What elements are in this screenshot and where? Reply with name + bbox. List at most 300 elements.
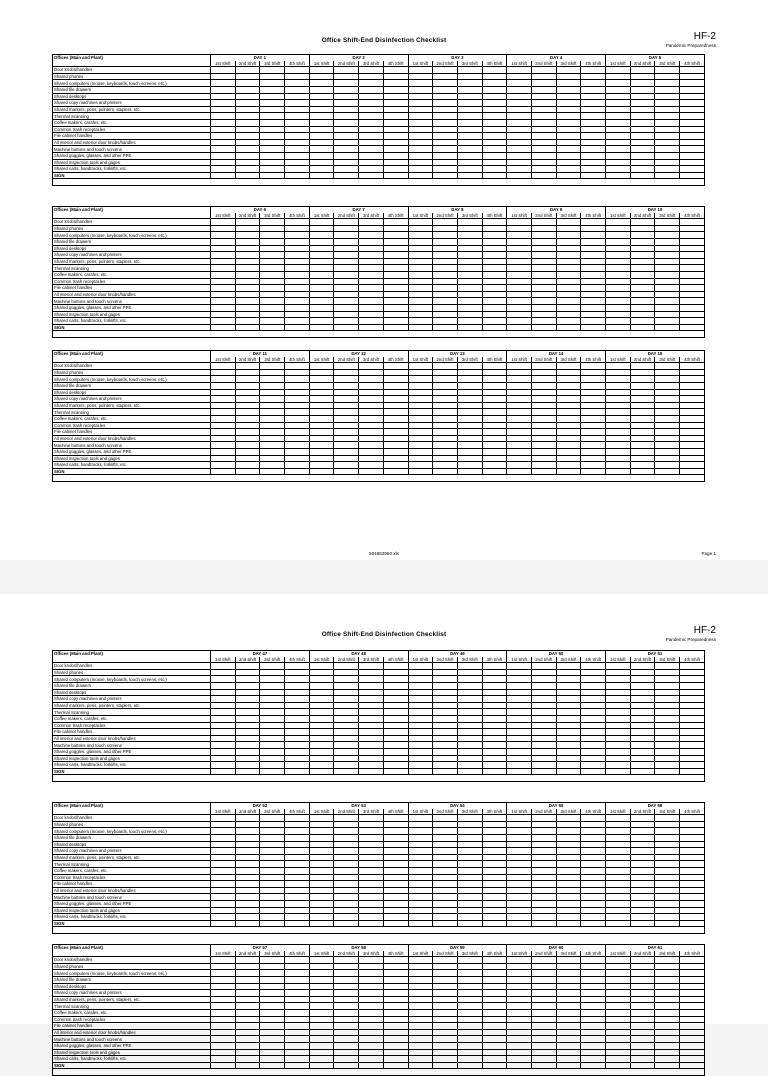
checkbox-cell[interactable] bbox=[235, 369, 260, 376]
checkbox-cell[interactable] bbox=[334, 715, 359, 722]
checkbox-cell[interactable] bbox=[235, 252, 260, 259]
checkbox-cell[interactable] bbox=[630, 768, 655, 775]
checkbox-cell[interactable] bbox=[556, 106, 581, 113]
checkbox-cell[interactable] bbox=[581, 382, 606, 389]
checkbox-cell[interactable] bbox=[309, 73, 334, 80]
checkbox-cell[interactable] bbox=[285, 252, 310, 259]
checkbox-cell[interactable] bbox=[630, 172, 655, 179]
checkbox-cell[interactable] bbox=[556, 298, 581, 305]
checkbox-cell[interactable] bbox=[334, 422, 359, 429]
checkbox-cell[interactable] bbox=[408, 80, 433, 87]
checkbox-cell[interactable] bbox=[285, 881, 310, 888]
checkbox-cell[interactable] bbox=[630, 271, 655, 278]
checkbox-cell[interactable] bbox=[408, 86, 433, 93]
checkbox-cell[interactable] bbox=[507, 1036, 532, 1043]
checkbox-cell[interactable] bbox=[655, 676, 680, 683]
checkbox-cell[interactable] bbox=[581, 815, 606, 822]
checkbox-cell[interactable] bbox=[235, 696, 260, 703]
checkbox-cell[interactable] bbox=[556, 907, 581, 914]
checkbox-cell[interactable] bbox=[655, 113, 680, 120]
checkbox-cell[interactable] bbox=[309, 298, 334, 305]
checkbox-cell[interactable] bbox=[680, 252, 705, 259]
checkbox-cell[interactable] bbox=[457, 86, 482, 93]
checkbox-cell[interactable] bbox=[655, 996, 680, 1003]
checkbox-cell[interactable] bbox=[655, 1003, 680, 1010]
checkbox-cell[interactable] bbox=[482, 702, 507, 709]
checkbox-cell[interactable] bbox=[581, 363, 606, 370]
checkbox-cell[interactable] bbox=[235, 1029, 260, 1036]
checkbox-cell[interactable] bbox=[655, 748, 680, 755]
checkbox-cell[interactable] bbox=[211, 402, 236, 409]
checkbox-cell[interactable] bbox=[581, 304, 606, 311]
checkbox-cell[interactable] bbox=[457, 735, 482, 742]
checkbox-cell[interactable] bbox=[457, 271, 482, 278]
checkbox-cell[interactable] bbox=[260, 887, 285, 894]
checkbox-cell[interactable] bbox=[581, 702, 606, 709]
checkbox-cell[interactable] bbox=[581, 914, 606, 921]
checkbox-cell[interactable] bbox=[433, 80, 458, 87]
checkbox-cell[interactable] bbox=[507, 669, 532, 676]
checkbox-cell[interactable] bbox=[285, 73, 310, 80]
checkbox-cell[interactable] bbox=[359, 304, 384, 311]
checkbox-cell[interactable] bbox=[680, 139, 705, 146]
checkbox-cell[interactable] bbox=[680, 957, 705, 964]
checkbox-cell[interactable] bbox=[482, 729, 507, 736]
checkbox-cell[interactable] bbox=[433, 291, 458, 298]
checkbox-cell[interactable] bbox=[285, 429, 310, 436]
checkbox-cell[interactable] bbox=[680, 715, 705, 722]
checkbox-cell[interactable] bbox=[606, 389, 631, 396]
checkbox-cell[interactable] bbox=[606, 983, 631, 990]
checkbox-cell[interactable] bbox=[606, 722, 631, 729]
checkbox-cell[interactable] bbox=[630, 762, 655, 769]
checkbox-cell[interactable] bbox=[630, 455, 655, 462]
checkbox-cell[interactable] bbox=[433, 735, 458, 742]
checkbox-cell[interactable] bbox=[457, 448, 482, 455]
checkbox-cell[interactable] bbox=[457, 1062, 482, 1069]
checkbox-cell[interactable] bbox=[556, 126, 581, 133]
checkbox-cell[interactable] bbox=[408, 755, 433, 762]
checkbox-cell[interactable] bbox=[334, 920, 359, 927]
checkbox-cell[interactable] bbox=[235, 448, 260, 455]
checkbox-cell[interactable] bbox=[507, 80, 532, 87]
checkbox-cell[interactable] bbox=[383, 113, 408, 120]
checkbox-cell[interactable] bbox=[309, 369, 334, 376]
checkbox-cell[interactable] bbox=[359, 363, 384, 370]
checkbox-cell[interactable] bbox=[285, 907, 310, 914]
checkbox-cell[interactable] bbox=[507, 402, 532, 409]
checkbox-cell[interactable] bbox=[285, 369, 310, 376]
checkbox-cell[interactable] bbox=[211, 258, 236, 265]
checkbox-cell[interactable] bbox=[235, 389, 260, 396]
checkbox-cell[interactable] bbox=[655, 881, 680, 888]
checkbox-cell[interactable] bbox=[655, 252, 680, 259]
checkbox-cell[interactable] bbox=[457, 126, 482, 133]
checkbox-cell[interactable] bbox=[531, 80, 556, 87]
checkbox-cell[interactable] bbox=[235, 382, 260, 389]
checkbox-cell[interactable] bbox=[383, 742, 408, 749]
checkbox-cell[interactable] bbox=[680, 73, 705, 80]
checkbox-cell[interactable] bbox=[680, 382, 705, 389]
checkbox-cell[interactable] bbox=[531, 709, 556, 716]
checkbox-cell[interactable] bbox=[507, 435, 532, 442]
checkbox-cell[interactable] bbox=[556, 258, 581, 265]
checkbox-cell[interactable] bbox=[334, 106, 359, 113]
checkbox-cell[interactable] bbox=[680, 172, 705, 179]
checkbox-cell[interactable] bbox=[680, 976, 705, 983]
checkbox-cell[interactable] bbox=[433, 363, 458, 370]
checkbox-cell[interactable] bbox=[383, 887, 408, 894]
checkbox-cell[interactable] bbox=[655, 682, 680, 689]
checkbox-cell[interactable] bbox=[482, 73, 507, 80]
checkbox-cell[interactable] bbox=[482, 669, 507, 676]
checkbox-cell[interactable] bbox=[680, 232, 705, 239]
checkbox-cell[interactable] bbox=[482, 1016, 507, 1023]
checkbox-cell[interactable] bbox=[507, 291, 532, 298]
checkbox-cell[interactable] bbox=[531, 396, 556, 403]
checkbox-cell[interactable] bbox=[408, 396, 433, 403]
checkbox-cell[interactable] bbox=[260, 238, 285, 245]
checkbox-cell[interactable] bbox=[507, 1016, 532, 1023]
checkbox-cell[interactable] bbox=[630, 742, 655, 749]
checkbox-cell[interactable] bbox=[655, 1036, 680, 1043]
checkbox-cell[interactable] bbox=[235, 920, 260, 927]
checkbox-cell[interactable] bbox=[285, 133, 310, 140]
checkbox-cell[interactable] bbox=[433, 963, 458, 970]
checkbox-cell[interactable] bbox=[334, 682, 359, 689]
checkbox-cell[interactable] bbox=[606, 907, 631, 914]
checkbox-cell[interactable] bbox=[285, 755, 310, 762]
checkbox-cell[interactable] bbox=[482, 93, 507, 100]
checkbox-cell[interactable] bbox=[408, 996, 433, 1003]
checkbox-cell[interactable] bbox=[482, 914, 507, 921]
checkbox-cell[interactable] bbox=[383, 258, 408, 265]
checkbox-cell[interactable] bbox=[334, 232, 359, 239]
checkbox-cell[interactable] bbox=[260, 834, 285, 841]
checkbox-cell[interactable] bbox=[235, 172, 260, 179]
checkbox-cell[interactable] bbox=[507, 1042, 532, 1049]
checkbox-cell[interactable] bbox=[556, 715, 581, 722]
checkbox-cell[interactable] bbox=[457, 318, 482, 325]
checkbox-cell[interactable] bbox=[433, 748, 458, 755]
checkbox-cell[interactable] bbox=[457, 957, 482, 964]
checkbox-cell[interactable] bbox=[457, 238, 482, 245]
checkbox-cell[interactable] bbox=[235, 415, 260, 422]
checkbox-cell[interactable] bbox=[482, 119, 507, 126]
checkbox-cell[interactable] bbox=[211, 1016, 236, 1023]
checkbox-cell[interactable] bbox=[433, 722, 458, 729]
checkbox-cell[interactable] bbox=[408, 258, 433, 265]
checkbox-cell[interactable] bbox=[556, 119, 581, 126]
checkbox-cell[interactable] bbox=[408, 285, 433, 292]
checkbox-cell[interactable] bbox=[211, 983, 236, 990]
checkbox-cell[interactable] bbox=[655, 225, 680, 232]
checkbox-cell[interactable] bbox=[606, 755, 631, 762]
checkbox-cell[interactable] bbox=[531, 298, 556, 305]
checkbox-cell[interactable] bbox=[383, 815, 408, 822]
checkbox-cell[interactable] bbox=[359, 963, 384, 970]
checkbox-cell[interactable] bbox=[383, 729, 408, 736]
checkbox-cell[interactable] bbox=[334, 1016, 359, 1023]
checkbox-cell[interactable] bbox=[383, 854, 408, 861]
checkbox-cell[interactable] bbox=[581, 722, 606, 729]
checkbox-cell[interactable] bbox=[581, 682, 606, 689]
checkbox-cell[interactable] bbox=[655, 258, 680, 265]
checkbox-cell[interactable] bbox=[260, 821, 285, 828]
checkbox-cell[interactable] bbox=[680, 86, 705, 93]
checkbox-cell[interactable] bbox=[211, 1029, 236, 1036]
checkbox-cell[interactable] bbox=[482, 159, 507, 166]
checkbox-cell[interactable] bbox=[211, 324, 236, 331]
checkbox-cell[interactable] bbox=[334, 861, 359, 868]
checkbox-cell[interactable] bbox=[606, 970, 631, 977]
checkbox-cell[interactable] bbox=[507, 415, 532, 422]
checkbox-cell[interactable] bbox=[408, 900, 433, 907]
checkbox-cell[interactable] bbox=[531, 768, 556, 775]
checkbox-cell[interactable] bbox=[630, 702, 655, 709]
checkbox-cell[interactable] bbox=[285, 119, 310, 126]
checkbox-cell[interactable] bbox=[285, 715, 310, 722]
checkbox-cell[interactable] bbox=[556, 252, 581, 259]
checkbox-cell[interactable] bbox=[211, 119, 236, 126]
checkbox-cell[interactable] bbox=[235, 73, 260, 80]
checkbox-cell[interactable] bbox=[408, 159, 433, 166]
checkbox-cell[interactable] bbox=[581, 265, 606, 272]
checkbox-cell[interactable] bbox=[482, 715, 507, 722]
checkbox-cell[interactable] bbox=[383, 1042, 408, 1049]
checkbox-cell[interactable] bbox=[556, 976, 581, 983]
checkbox-cell[interactable] bbox=[433, 93, 458, 100]
checkbox-cell[interactable] bbox=[309, 396, 334, 403]
checkbox-cell[interactable] bbox=[556, 271, 581, 278]
checkbox-cell[interactable] bbox=[383, 291, 408, 298]
checkbox-cell[interactable] bbox=[383, 735, 408, 742]
checkbox-cell[interactable] bbox=[630, 100, 655, 107]
checkbox-cell[interactable] bbox=[581, 389, 606, 396]
checkbox-cell[interactable] bbox=[408, 914, 433, 921]
checkbox-cell[interactable] bbox=[309, 914, 334, 921]
checkbox-cell[interactable] bbox=[433, 415, 458, 422]
checkbox-cell[interactable] bbox=[260, 815, 285, 822]
checkbox-cell[interactable] bbox=[556, 1036, 581, 1043]
checkbox-cell[interactable] bbox=[359, 435, 384, 442]
checkbox-cell[interactable] bbox=[507, 1029, 532, 1036]
checkbox-cell[interactable] bbox=[507, 1056, 532, 1063]
checkbox-cell[interactable] bbox=[260, 468, 285, 475]
checkbox-cell[interactable] bbox=[680, 689, 705, 696]
checkbox-cell[interactable] bbox=[285, 435, 310, 442]
checkbox-cell[interactable] bbox=[531, 146, 556, 153]
checkbox-cell[interactable] bbox=[655, 448, 680, 455]
checkbox-cell[interactable] bbox=[581, 409, 606, 416]
checkbox-cell[interactable] bbox=[507, 742, 532, 749]
checkbox-cell[interactable] bbox=[531, 970, 556, 977]
checkbox-cell[interactable] bbox=[260, 1049, 285, 1056]
checkbox-cell[interactable] bbox=[507, 957, 532, 964]
checkbox-cell[interactable] bbox=[260, 1056, 285, 1063]
checkbox-cell[interactable] bbox=[408, 415, 433, 422]
checkbox-cell[interactable] bbox=[211, 106, 236, 113]
checkbox-cell[interactable] bbox=[482, 225, 507, 232]
checkbox-cell[interactable] bbox=[408, 861, 433, 868]
checkbox-cell[interactable] bbox=[507, 152, 532, 159]
checkbox-cell[interactable] bbox=[359, 409, 384, 416]
checkbox-cell[interactable] bbox=[334, 278, 359, 285]
checkbox-cell[interactable] bbox=[457, 867, 482, 874]
checkbox-cell[interactable] bbox=[260, 990, 285, 997]
checkbox-cell[interactable] bbox=[285, 278, 310, 285]
checkbox-cell[interactable] bbox=[507, 139, 532, 146]
checkbox-cell[interactable] bbox=[507, 881, 532, 888]
checkbox-cell[interactable] bbox=[235, 854, 260, 861]
checkbox-cell[interactable] bbox=[359, 86, 384, 93]
checkbox-cell[interactable] bbox=[285, 265, 310, 272]
checkbox-cell[interactable] bbox=[309, 957, 334, 964]
checkbox-cell[interactable] bbox=[309, 265, 334, 272]
checkbox-cell[interactable] bbox=[309, 271, 334, 278]
checkbox-cell[interactable] bbox=[334, 848, 359, 855]
checkbox-cell[interactable] bbox=[630, 113, 655, 120]
checkbox-cell[interactable] bbox=[680, 682, 705, 689]
checkbox-cell[interactable] bbox=[334, 468, 359, 475]
checkbox-cell[interactable] bbox=[457, 80, 482, 87]
checkbox-cell[interactable] bbox=[211, 1042, 236, 1049]
checkbox-cell[interactable] bbox=[334, 881, 359, 888]
checkbox-cell[interactable] bbox=[359, 729, 384, 736]
checkbox-cell[interactable] bbox=[211, 422, 236, 429]
checkbox-cell[interactable] bbox=[334, 748, 359, 755]
checkbox-cell[interactable] bbox=[433, 219, 458, 226]
checkbox-cell[interactable] bbox=[408, 422, 433, 429]
checkbox-cell[interactable] bbox=[482, 762, 507, 769]
checkbox-cell[interactable] bbox=[235, 324, 260, 331]
checkbox-cell[interactable] bbox=[531, 265, 556, 272]
checkbox-cell[interactable] bbox=[581, 159, 606, 166]
checkbox-cell[interactable] bbox=[531, 976, 556, 983]
checkbox-cell[interactable] bbox=[581, 663, 606, 670]
checkbox-cell[interactable] bbox=[260, 225, 285, 232]
checkbox-cell[interactable] bbox=[334, 67, 359, 74]
checkbox-cell[interactable] bbox=[359, 976, 384, 983]
checkbox-cell[interactable] bbox=[383, 225, 408, 232]
checkbox-cell[interactable] bbox=[285, 834, 310, 841]
checkbox-cell[interactable] bbox=[606, 990, 631, 997]
checkbox-cell[interactable] bbox=[235, 67, 260, 74]
checkbox-cell[interactable] bbox=[433, 232, 458, 239]
checkbox-cell[interactable] bbox=[285, 1036, 310, 1043]
checkbox-cell[interactable] bbox=[581, 996, 606, 1003]
checkbox-cell[interactable] bbox=[383, 1016, 408, 1023]
checkbox-cell[interactable] bbox=[359, 402, 384, 409]
checkbox-cell[interactable] bbox=[334, 976, 359, 983]
checkbox-cell[interactable] bbox=[655, 755, 680, 762]
checkbox-cell[interactable] bbox=[408, 304, 433, 311]
checkbox-cell[interactable] bbox=[285, 245, 310, 252]
checkbox-cell[interactable] bbox=[581, 422, 606, 429]
checkbox-cell[interactable] bbox=[260, 907, 285, 914]
checkbox-cell[interactable] bbox=[309, 702, 334, 709]
checkbox-cell[interactable] bbox=[433, 139, 458, 146]
checkbox-cell[interactable] bbox=[359, 762, 384, 769]
checkbox-cell[interactable] bbox=[655, 963, 680, 970]
checkbox-cell[interactable] bbox=[433, 271, 458, 278]
checkbox-cell[interactable] bbox=[655, 73, 680, 80]
checkbox-cell[interactable] bbox=[433, 435, 458, 442]
checkbox-cell[interactable] bbox=[482, 907, 507, 914]
checkbox-cell[interactable] bbox=[556, 1042, 581, 1049]
checkbox-cell[interactable] bbox=[655, 232, 680, 239]
checkbox-cell[interactable] bbox=[433, 702, 458, 709]
checkbox-cell[interactable] bbox=[211, 663, 236, 670]
checkbox-cell[interactable] bbox=[359, 455, 384, 462]
checkbox-cell[interactable] bbox=[309, 113, 334, 120]
checkbox-cell[interactable] bbox=[211, 722, 236, 729]
checkbox-cell[interactable] bbox=[260, 663, 285, 670]
checkbox-cell[interactable] bbox=[309, 318, 334, 325]
checkbox-cell[interactable] bbox=[606, 963, 631, 970]
checkbox-cell[interactable] bbox=[457, 93, 482, 100]
checkbox-cell[interactable] bbox=[383, 920, 408, 927]
checkbox-cell[interactable] bbox=[211, 152, 236, 159]
checkbox-cell[interactable] bbox=[606, 1056, 631, 1063]
checkbox-cell[interactable] bbox=[457, 963, 482, 970]
checkbox-cell[interactable] bbox=[211, 920, 236, 927]
checkbox-cell[interactable] bbox=[606, 100, 631, 107]
checkbox-cell[interactable] bbox=[334, 696, 359, 703]
checkbox-cell[interactable] bbox=[507, 252, 532, 259]
checkbox-cell[interactable] bbox=[309, 1036, 334, 1043]
checkbox-cell[interactable] bbox=[408, 271, 433, 278]
checkbox-cell[interactable] bbox=[507, 245, 532, 252]
checkbox-cell[interactable] bbox=[556, 429, 581, 436]
checkbox-cell[interactable] bbox=[260, 729, 285, 736]
checkbox-cell[interactable] bbox=[531, 285, 556, 292]
checkbox-cell[interactable] bbox=[408, 834, 433, 841]
checkbox-cell[interactable] bbox=[260, 304, 285, 311]
checkbox-cell[interactable] bbox=[482, 435, 507, 442]
checkbox-cell[interactable] bbox=[383, 435, 408, 442]
checkbox-cell[interactable] bbox=[260, 285, 285, 292]
checkbox-cell[interactable] bbox=[630, 258, 655, 265]
checkbox-cell[interactable] bbox=[581, 696, 606, 703]
checkbox-cell[interactable] bbox=[235, 100, 260, 107]
checkbox-cell[interactable] bbox=[383, 382, 408, 389]
checkbox-cell[interactable] bbox=[211, 854, 236, 861]
checkbox-cell[interactable] bbox=[235, 976, 260, 983]
checkbox-cell[interactable] bbox=[260, 854, 285, 861]
checkbox-cell[interactable] bbox=[285, 93, 310, 100]
checkbox-cell[interactable] bbox=[581, 848, 606, 855]
checkbox-cell[interactable] bbox=[630, 435, 655, 442]
checkbox-cell[interactable] bbox=[482, 245, 507, 252]
checkbox-cell[interactable] bbox=[630, 93, 655, 100]
checkbox-cell[interactable] bbox=[680, 415, 705, 422]
checkbox-cell[interactable] bbox=[260, 970, 285, 977]
checkbox-cell[interactable] bbox=[408, 318, 433, 325]
checkbox-cell[interactable] bbox=[211, 67, 236, 74]
checkbox-cell[interactable] bbox=[433, 389, 458, 396]
checkbox-cell[interactable] bbox=[433, 729, 458, 736]
checkbox-cell[interactable] bbox=[309, 848, 334, 855]
checkbox-cell[interactable] bbox=[556, 821, 581, 828]
checkbox-cell[interactable] bbox=[211, 396, 236, 403]
checkbox-cell[interactable] bbox=[285, 468, 310, 475]
checkbox-cell[interactable] bbox=[285, 709, 310, 716]
checkbox-cell[interactable] bbox=[630, 676, 655, 683]
checkbox-cell[interactable] bbox=[630, 462, 655, 469]
checkbox-cell[interactable] bbox=[309, 1009, 334, 1016]
checkbox-cell[interactable] bbox=[285, 689, 310, 696]
